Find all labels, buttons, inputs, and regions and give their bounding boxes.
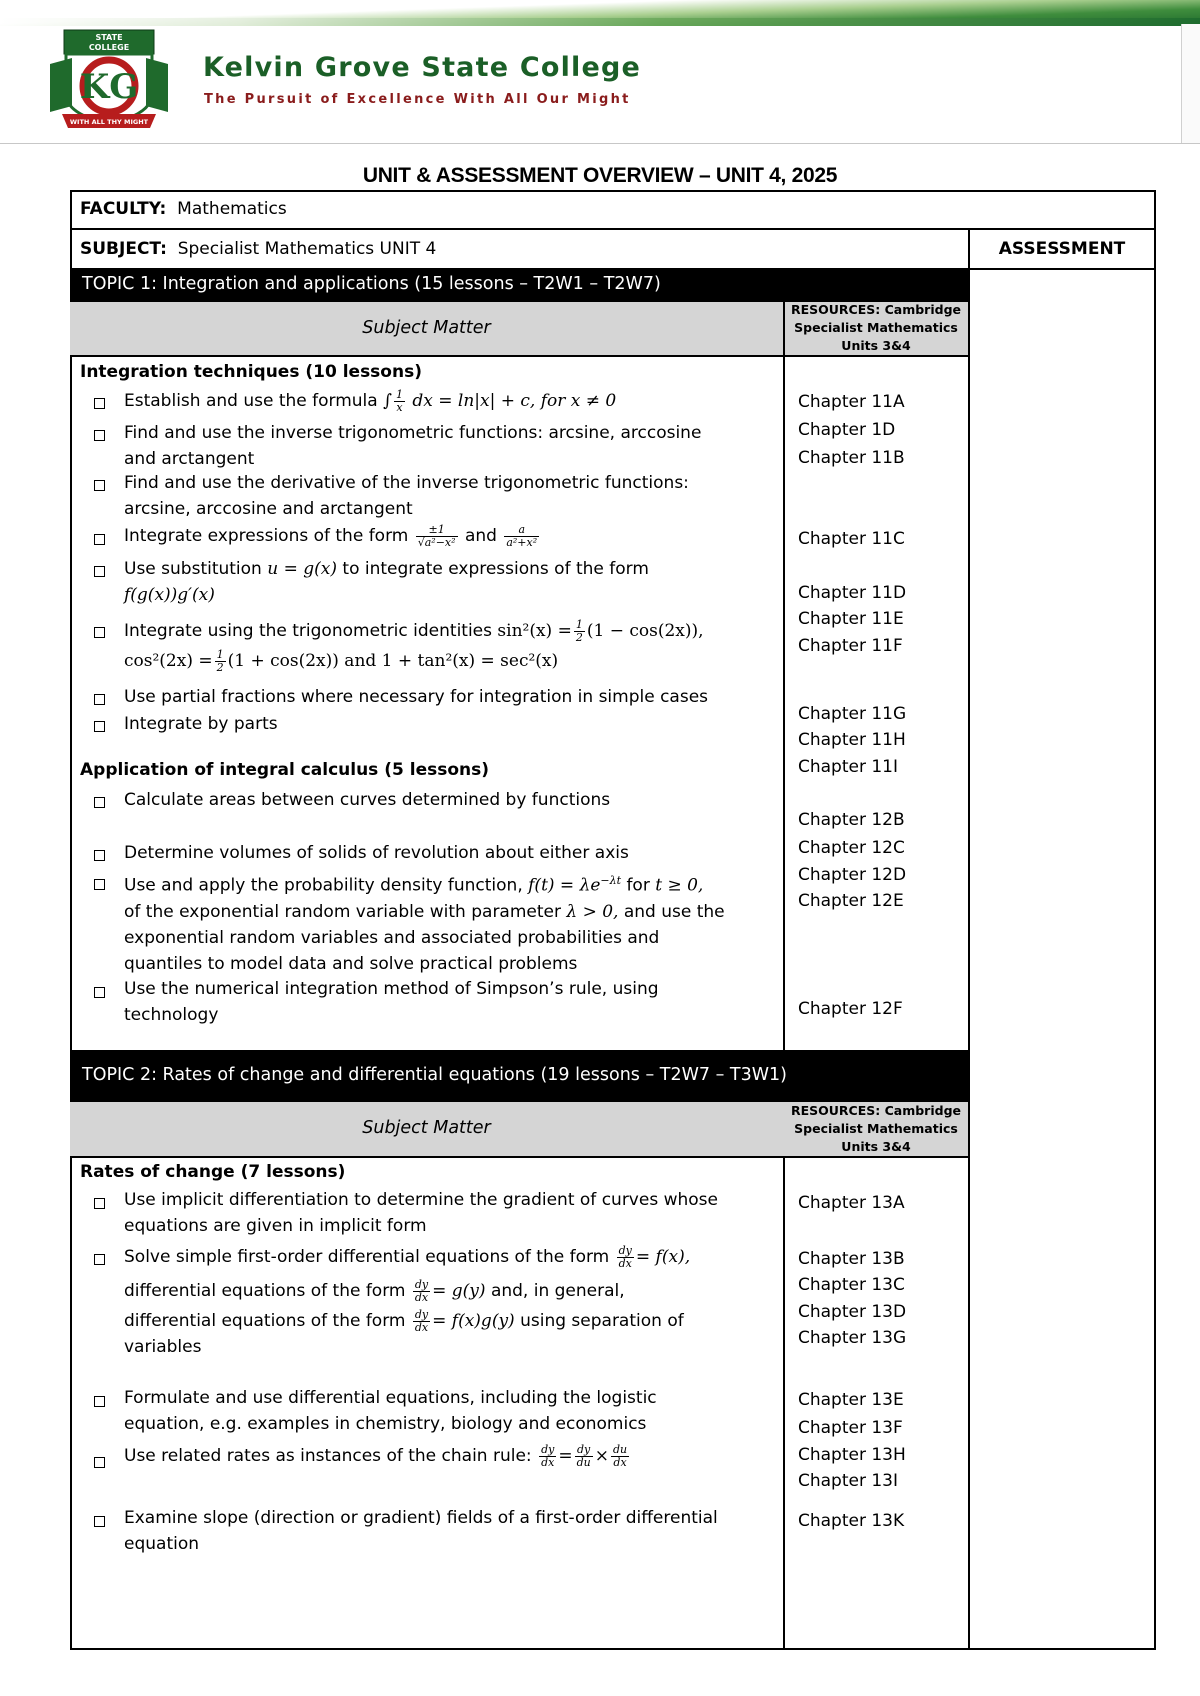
list-item [124,787,839,813]
checkbox[interactable] [94,797,105,808]
numerator: dy [577,1442,591,1456]
numerator: dy [541,1442,555,1456]
denominator: dx [539,1456,556,1469]
item-text: Integrate expressions of the form [124,526,409,546]
denominator: 2 [575,630,583,644]
overview-table [70,190,1156,1650]
item-text: and use the [623,901,725,922]
chapter-ref: Chapter 13F [798,1418,903,1438]
numerator: a [518,522,526,536]
chapter-ref: Chapter 13A [798,1193,905,1213]
header-green-banner [0,0,1200,26]
svg-text:STATE: STATE [95,33,123,42]
faculty-row [80,197,287,221]
formula: sin²(x) = [497,621,572,641]
list-item [124,840,839,866]
item-text: Use and apply the probability density function, [124,875,523,896]
item-text: Find and use the inverse trigonometric functions: arcsine, arccosine [124,423,702,443]
chapter-ref: Chapter 11C [798,529,905,549]
item-text: for [626,875,650,896]
list-item [124,523,839,549]
denominator: x [394,401,405,414]
school-name: Kelvin Grove State College [203,52,642,83]
integral-symbol: ∫ [383,391,392,411]
formula: = g(y) [432,1281,486,1301]
list-item [124,388,839,414]
item-text: Examine slope (direction or gradient) fields of a first-order differential [124,1508,718,1528]
faculty-label: FACULTY: [80,199,167,219]
chapter-ref: Chapter 12B [798,810,905,830]
formula: (1 − cos(2x)), [586,621,704,641]
list-item [124,711,839,737]
numerator: 1 [395,387,403,401]
subject-matter-heading: Subject Matter [362,318,491,338]
checkbox[interactable] [94,850,105,861]
formula: u = g(x) [267,559,337,579]
formula: = [558,1446,573,1466]
formula: = f(x), [635,1247,691,1267]
school-crest-logo [44,28,174,130]
header-divider [0,143,1200,144]
formula: cos²(2x) = [124,651,213,671]
table-border-right [1154,190,1156,1650]
checkbox[interactable] [94,627,105,638]
faculty-value: Mathematics [177,199,287,219]
topic2-title-bar: TOPIC 2: Rates of change and differential equations (19 lessons – T2W7 – T3W1) [70,1050,968,1102]
item-text: to integrate expressions of the form [342,559,649,579]
chapter-ref: Chapter 12D [798,865,907,885]
fraction [504,524,539,549]
item-text: equation [124,1534,200,1554]
denominator: dx [413,1291,430,1304]
table-border-bottom [70,1648,1156,1650]
list-item [124,420,839,472]
item-text: quantiles to model data and solve practical problems [124,953,578,974]
item-text: Use implicit differentiation to determine the gradient of curves whose [124,1190,718,1210]
checkbox[interactable] [94,1198,105,1209]
fraction [215,649,226,674]
checkbox[interactable] [94,430,105,441]
topic1-title-bar: TOPIC 1: Integration and applications (15 lessons – T2W1 – T2W7) [70,270,968,300]
row-divider [70,355,968,357]
item-text: Calculate areas between curves determined by functions [124,790,611,810]
denominator: dx [413,1321,430,1334]
subject-value: Specialist Mathematics UNIT 4 [177,239,437,259]
checkbox[interactable] [94,566,105,577]
resources-line-1: RESOURCES: Cambridge [790,1103,962,1118]
checkbox[interactable] [94,1396,105,1407]
item-text: equation, e.g. examples in chemistry, biology and economics [124,1414,647,1434]
fraction [539,1444,556,1469]
list-item [124,1443,839,1469]
chapter-ref: Chapter 13I [798,1471,899,1491]
chapter-ref: Chapter 13B [798,1249,905,1269]
chapter-ref: Chapter 11I [798,757,899,777]
item-text: variables [124,1337,202,1357]
item-text: Solve simple first-order differential equations of the form [124,1247,610,1267]
item-text: Integrate by parts [124,714,278,734]
chapter-ref: Chapter 11A [798,392,905,412]
table-border-top [70,190,1156,192]
denominator: √a²−x² [417,535,456,549]
checkbox[interactable] [94,987,105,998]
resources-heading [784,1102,968,1156]
svg-text:WITH ALL THY MIGHT: WITH ALL THY MIGHT [69,118,149,126]
checkbox[interactable] [94,480,105,491]
checkbox[interactable] [94,721,105,732]
svg-text:KG: KG [79,67,139,107]
list-item [124,868,839,977]
item-text: and arctangent [124,449,255,469]
item-text: differential equations of the form [124,1281,406,1301]
numerator: dy [414,1277,429,1291]
chapter-ref: Chapter 11H [798,730,906,750]
formula: dx = ln|x| + c, for x ≠ 0 [412,391,617,411]
fraction [574,619,585,644]
item-text: Use the numerical integration method of Simpson’s rule, using [124,979,659,999]
formula: λ > 0, [566,901,619,922]
list-item [124,684,839,710]
item-text: Use related rates as instances of the chain rule: [124,1446,532,1466]
item-text: equations are given in implicit form [124,1216,427,1236]
item-text: Formulate and use differential equations, including the logistic [124,1388,657,1408]
resources-line-2: Specialist Mathematics [794,320,958,335]
chapter-ref: Chapter 11B [798,448,905,468]
item-text: differential equations of the form [124,1311,406,1331]
chapter-ref: Chapter 13H [798,1445,906,1465]
chapter-ref: Chapter 13K [798,1511,905,1531]
denominator: du [576,1455,591,1469]
numerator: dy [618,1243,632,1257]
item-text: of the exponential random variable with parameter [124,901,561,922]
section-heading: Integration techniques (10 lessons) [80,362,422,382]
denominator: 2 [216,660,224,674]
school-motto: The Pursuit of Excellence With All Our Might [204,92,631,107]
page-title: UNIT & ASSESSMENT OVERVIEW – UNIT 4, 2025 [362,164,838,187]
table-border-left [70,190,72,1650]
fraction [617,1245,634,1270]
numerator: ±1 [428,522,445,536]
list-item [124,1187,839,1239]
section-heading: Rates of change (7 lessons) [80,1162,346,1182]
item-text: technology [124,1005,219,1025]
checkbox[interactable] [94,1457,105,1468]
chapter-ref: Chapter 11G [798,704,907,724]
checkbox[interactable] [94,1516,105,1527]
row-divider [70,228,1156,230]
item-text: and [464,526,497,546]
formula: (1 + cos(2x)) and 1 + tan²(x) = sec²(x) [227,651,559,671]
assessment-column-divider [968,228,970,1650]
list-item [124,976,839,1028]
chapter-ref: Chapter 13D [798,1302,907,1322]
fraction [413,1309,430,1334]
item-text: and, in general, [490,1281,625,1301]
item-text: arcsine, arccosine and arctangent [124,499,413,519]
chapter-ref: Chapter 1D [798,420,896,440]
formula: f(g(x))g′(x) [124,585,215,605]
denominator: dx [617,1257,634,1270]
denominator: a²+x² [506,535,538,549]
resources-line-3: Units 3&4 [841,338,911,353]
denominator: dx [611,1456,629,1469]
formula: × [594,1446,609,1466]
header-side-panel [1181,24,1200,144]
checkbox[interactable] [94,879,105,890]
formula: f(t) = λe [528,875,601,896]
svg-text:COLLEGE: COLLEGE [88,43,130,52]
item-text: Integrate using the trigonometric identities [124,621,492,641]
row-divider [70,1156,968,1158]
resources-line-1: RESOURCES: Cambridge [790,302,962,317]
numerator: 1 [575,617,583,631]
chapter-ref: Chapter 12F [798,999,903,1019]
formula: t ≥ 0, [655,875,704,896]
resources-heading [784,301,968,355]
resources-column-divider [783,1102,785,1650]
fraction [416,524,458,549]
numerator: du [612,1442,628,1456]
chapter-ref: Chapter 13C [798,1275,905,1295]
formula: −λt [600,874,622,887]
chapter-ref: Chapter 13E [798,1390,904,1410]
chapter-ref: Chapter 13G [798,1328,907,1348]
checkbox[interactable] [94,534,105,545]
chapter-ref: Chapter 11D [798,583,907,603]
fraction [394,389,405,414]
chapter-ref: Chapter 11F [798,636,903,656]
subject-matter-heading: Subject Matter [362,1118,491,1138]
numerator: 1 [216,647,224,661]
list-item [124,556,839,608]
checkbox[interactable] [94,1254,105,1265]
subject-row [80,237,436,261]
item-text: Determine volumes of solids of revolution about either axis [124,843,629,863]
item-text: Use substitution [124,559,262,579]
formula: = f(x)g(y) [432,1311,515,1331]
item-text: Establish and use the formula [124,391,378,411]
fraction [575,1444,593,1469]
item-text: using separation of [520,1311,684,1331]
list-item [124,1505,839,1557]
chapter-ref: Chapter 11E [798,609,904,629]
list-item [124,616,839,676]
item-text: exponential random variables and associated probabilities and [124,927,660,948]
resources-line-2: Specialist Mathematics [794,1121,958,1136]
fraction [611,1444,629,1469]
numerator: dy [414,1307,429,1321]
chapter-ref: Chapter 12C [798,838,905,858]
section-heading: Application of integral calculus (5 lessons) [80,760,490,780]
item-text: Find and use the derivative of the inverse trigonometric functions: [124,473,689,493]
list-item [124,1385,839,1437]
checkbox[interactable] [94,694,105,705]
item-text: Use partial fractions where necessary for integration in simple cases [124,687,709,707]
resources-line-3: Units 3&4 [841,1139,911,1154]
subject-label: SUBJECT: [80,239,167,259]
list-item [124,1240,839,1360]
chapter-ref: Chapter 12E [798,891,904,911]
fraction [413,1279,430,1304]
assessment-header: ASSESSMENT [998,239,1126,259]
checkbox[interactable] [94,398,105,409]
list-item [124,470,839,522]
